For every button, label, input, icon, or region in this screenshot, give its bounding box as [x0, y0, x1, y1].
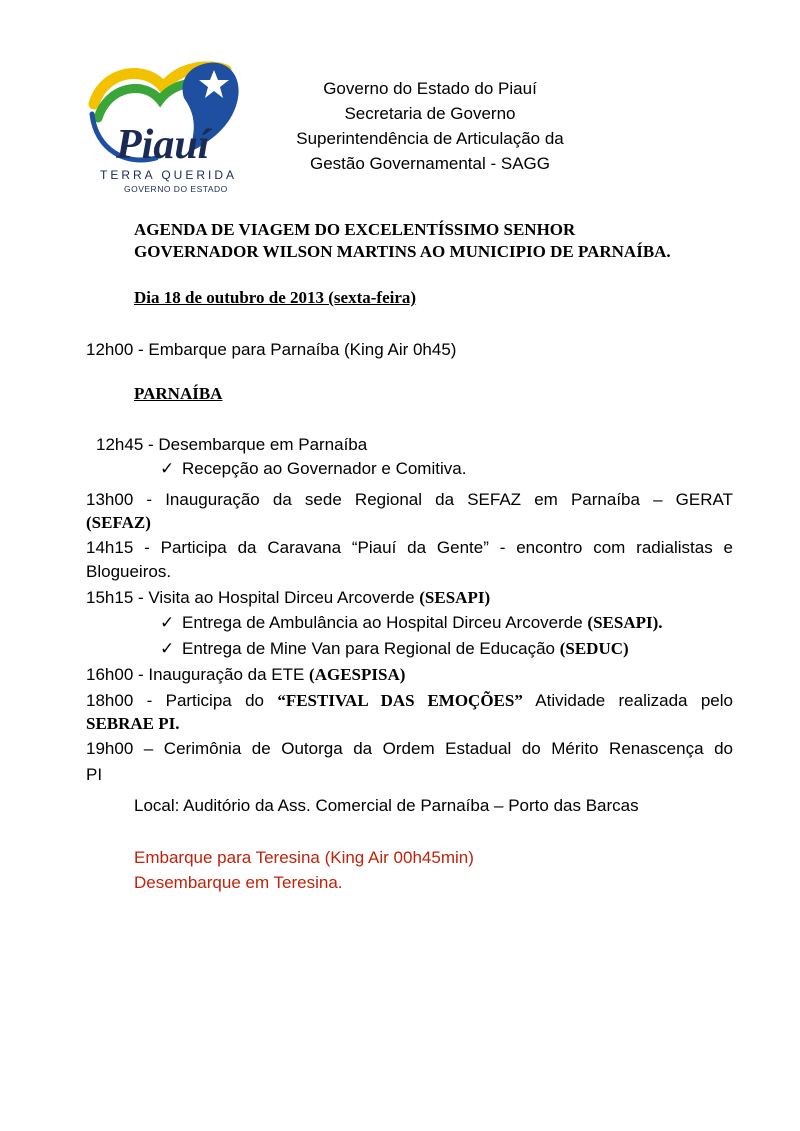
schedule-item: 12h45 - Desembarque em Parnaíba: [96, 435, 368, 454]
agency-tag: SEBRAE PI.: [86, 714, 180, 733]
logo-brand-text: Piauí: [116, 122, 210, 168]
city-heading: PARNAÍBA: [134, 384, 223, 403]
subitem-text: Entrega de Mine Van para Regional de Educação: [182, 639, 560, 658]
item-text: Atividade realizada pelo: [522, 691, 733, 710]
logo-tagline-text: TERRA QUERIDA: [100, 168, 238, 182]
item-text: 15h15 - Visita ao Hospital Dirceu Arcoverde: [86, 588, 420, 607]
agenda-date: Dia 18 de outubro de 2013 (sexta-feira): [134, 288, 417, 307]
subitem-text: Recepção ao Governador e Comitiva.: [182, 459, 467, 478]
agency-tag: (AGESPISA): [309, 665, 406, 684]
title-line: AGENDA DE VIAGEM DO EXCELENTÍSSIMO SENHOR: [134, 220, 576, 239]
piaui-government-logo: [86, 58, 266, 196]
schedule-item-continuation: Blogueiros.: [86, 562, 172, 581]
org-line: Secretaria de Governo: [344, 104, 516, 123]
org-line: Superintendência de Articulação da: [296, 129, 564, 148]
agency-tag: (SEDUC): [559, 639, 629, 658]
org-line: Gestão Governamental - SAGG: [310, 154, 550, 173]
schedule-subitem: [160, 610, 663, 636]
schedule-item: [86, 585, 490, 611]
schedule-subitem: [160, 456, 466, 482]
schedule-subitem: [160, 636, 629, 662]
event-name: “FESTIVAL DAS EMOÇÕES”: [277, 691, 523, 710]
item-text: 18h00 - Participa do: [86, 691, 278, 710]
agency-tag: (SEFAZ): [86, 513, 151, 532]
checkmark-icon: ✓: [160, 639, 175, 658]
return-embark: Embarque para Teresina (King Air 00h45min): [134, 848, 474, 867]
item-text: 16h00 - Inauguração da ETE: [86, 665, 310, 684]
schedule-item: 14h15 - Participa da Caravana “Piauí da Gente” - encontro com radialistas e: [86, 538, 733, 557]
title-line: GOVERNADOR WILSON MARTINS AO MUNICIPIO DE PARNAÍBA.: [134, 242, 671, 261]
document-title: [134, 219, 754, 263]
agency-tag: (SESAPI).: [587, 613, 663, 632]
schedule-item: [86, 662, 405, 688]
subitem-text: Entrega de Ambulância ao Hospital Dirceu Arcoverde: [182, 613, 588, 632]
agency-tag: (SESAPI): [419, 588, 491, 607]
checkmark-icon: ✓: [160, 459, 175, 478]
departure-line: 12h00 - Embarque para Parnaíba (King Air 0h45): [86, 340, 457, 359]
schedule-item: 19h00 – Cerimônia de Outorga da Ordem Estadual do Mérito Renascença do: [86, 739, 733, 758]
organization-header: [270, 76, 590, 176]
schedule-item-continuation: PI: [86, 765, 103, 784]
schedule-item: 13h00 - Inauguração da sede Regional da SEFAZ em Parnaíba – GERAT: [86, 490, 733, 509]
return-disembark: Desembarque em Teresina.: [134, 873, 343, 892]
checkmark-icon: ✓: [160, 613, 175, 632]
logo-graphic: [86, 58, 266, 196]
logo-subtitle-text: GOVERNO DO ESTADO: [124, 184, 228, 194]
org-line: Governo do Estado do Piauí: [323, 79, 537, 98]
event-location: Local: Auditório da Ass. Comercial de Parnaíba – Porto das Barcas: [134, 796, 639, 815]
schedule-item: [86, 688, 733, 714]
